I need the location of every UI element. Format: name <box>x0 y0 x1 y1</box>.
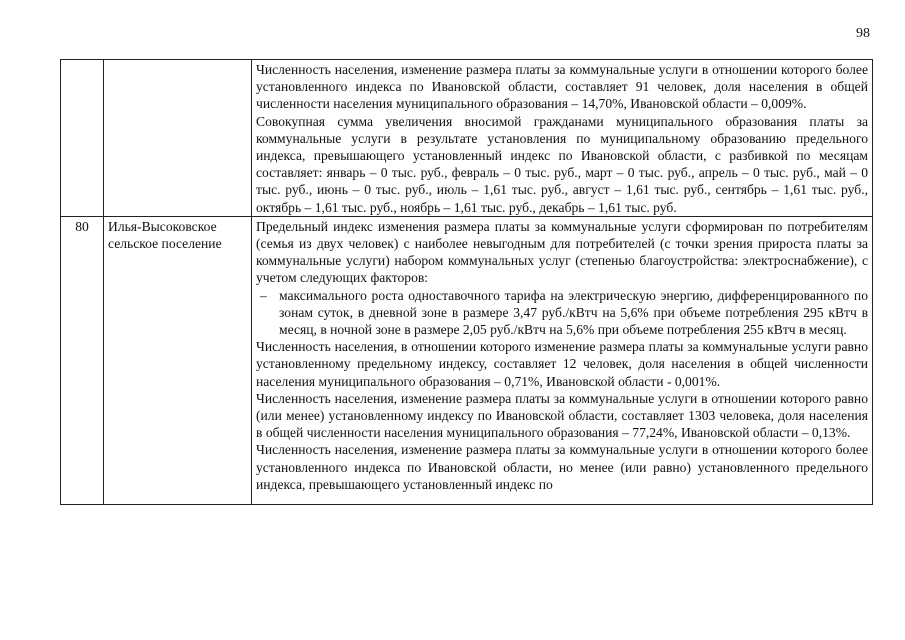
document-table <box>60 59 873 505</box>
table-row <box>61 216 873 504</box>
description-cell <box>252 216 873 504</box>
municipality-name-cell <box>104 60 252 217</box>
list-item <box>260 287 868 339</box>
page-number: 98 <box>856 26 870 41</box>
monthly-sum-paragraph: Совокупная сумма увеличения вносимой гражданами муниципального образования платы за коммунальные услуги в результате установления по муниципальному образованию предельного индекса, превышающего установленный индекс по Ивановской области, с разбивкой по месяцам составляет: январь – 0 тыс. руб., февраль – 0 тыс. руб., март – 0 тыс. руб., апрель – 0 тыс. руб., май – 0 тыс. руб., июнь – 0 тыс. руб., июль – 1,61 тыс. руб., август – 1,61 тыс. руб., сентябрь – 1,61 тыс. руб., октябрь – 1,61 тыс. руб., ноябрь – 1,61 тыс. руб., декабрь – 1,61 тыс. руб. <box>256 113 868 215</box>
municipality-name-cell: Илья-Высоковское сельское поселение <box>104 216 252 504</box>
description-cell <box>252 60 873 217</box>
population-paragraph: Численность населения, изменение размера платы за коммунальные услуги в отношении которого более установленного индекса по Ивановской области, составляет 91 человек, доля населения в общей численности населения муниципального образования – 14,70%, Ивановской области – 0,009%. <box>256 62 868 112</box>
bullet-dash: – <box>260 287 267 303</box>
population-paragraph: Численность населения, изменение размера платы за коммунальные услуги в отношении которого более установленного индекса по Ивановской области, но менее (или равно) установленного предельного индекса, превышающего установленный индекс по <box>256 442 868 492</box>
population-paragraph: Численность населения, изменение размера платы за коммунальные услуги в отношении которого равно (или менее) установленному индексу по Ивановской области, составляет 1303 человека, доля населения в общей численности населения муниципального образования – 77,24%, Ивановской области – 0,13%. <box>256 390 868 441</box>
population-paragraph: Численность населения, в отношении которого изменение размера платы за коммунальные услуги равно установленному предельному индексу, составляет 12 человек, доля населения в общей численности населения муниципального образования – 0,71%, Ивановской области - 0,001%. <box>256 339 868 389</box>
row-number-cell: 80 <box>61 216 104 504</box>
row-number-cell <box>61 60 104 217</box>
factor-text: максимального роста одноставочного тарифа на электрическую энергию, дифференцированного по зонам суток, в дневной зоне в размере 3,47 руб./кВтч на 5,6% при объеме потребления 295 кВтч в месяц, в ночной зоне в размере 2,05 руб./кВтч на 5,6% при объеме потребления 255 кВтч в месяц. <box>279 287 868 338</box>
table-row <box>61 60 873 217</box>
index-intro-paragraph: Предельный индекс изменения размера платы за коммунальные услуги сформирован по потребителям (семья из двух человек) с наиболее невыгодным для потребителей (с точки зрения прироста платы за коммунальные услуги) набором коммунальных услуг (степенью благоустройства: электроснабжение), с учетом следующих факторов: <box>256 218 868 286</box>
factors-list <box>256 287 868 339</box>
